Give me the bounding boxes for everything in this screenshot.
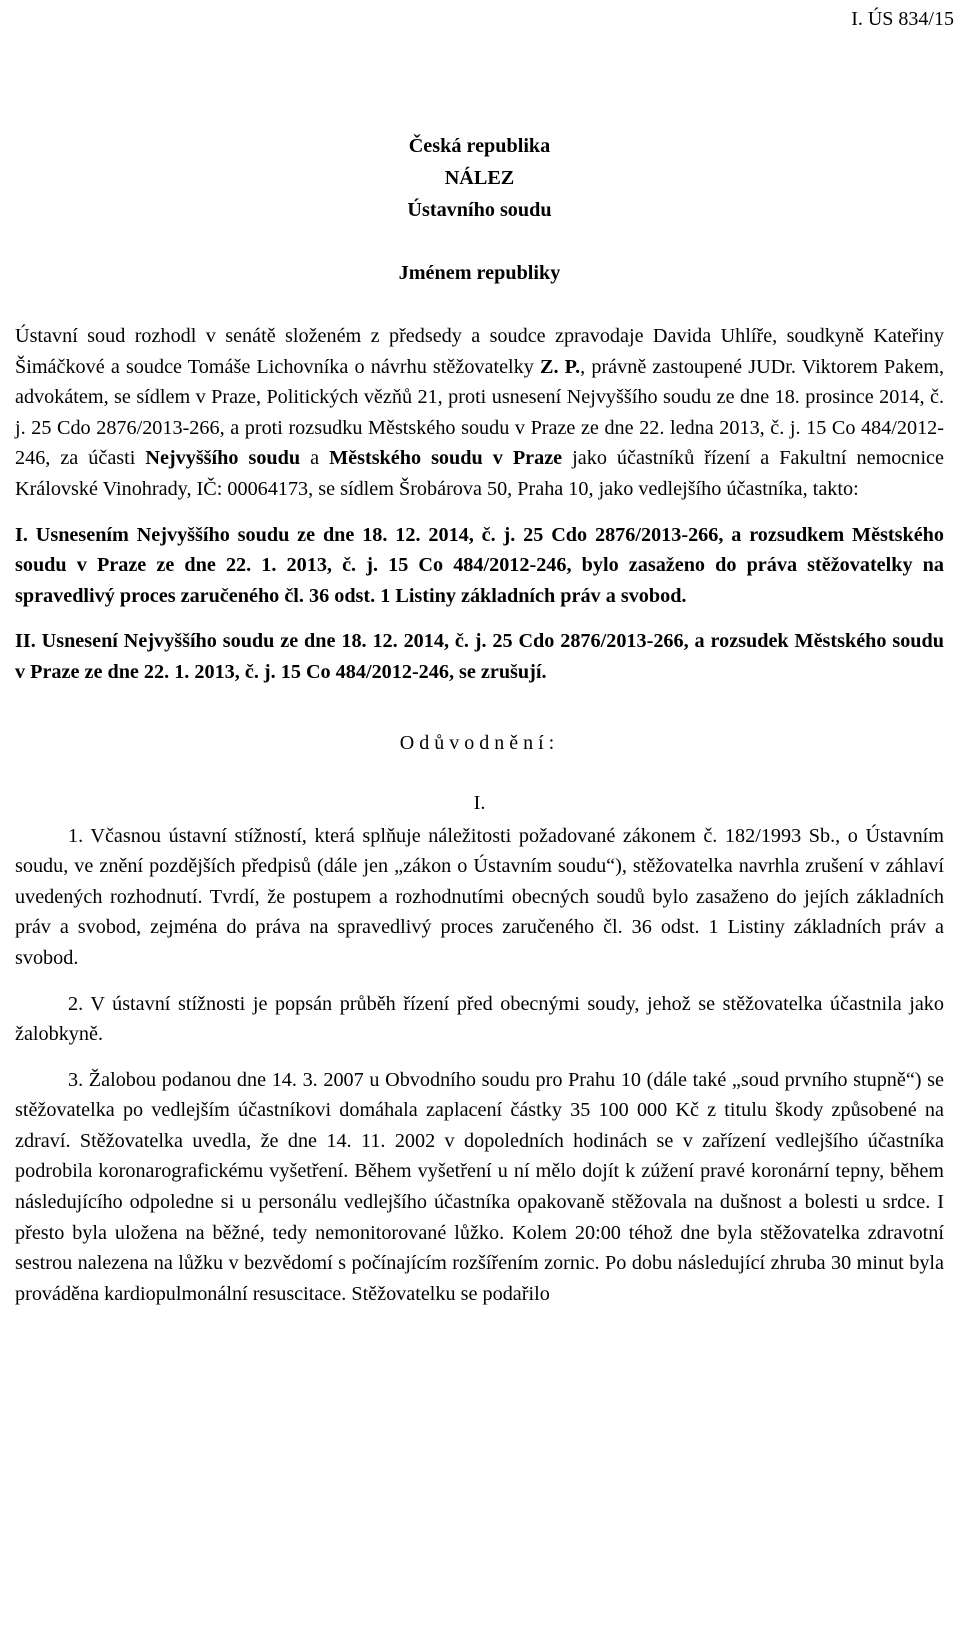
reasoning-paragraph-3: 3. Žalobou podanou dne 14. 3. 2007 u Obvodního soudu pro Prahu 10 (dále také „soud prvního stupně“) se stěžovatelka po vedlejším účastníkovi domáhala zaplacení částky 35 100 000 Kč z titulu škody způsobené na zdraví. Stěžovatelka uvedla, že dne 14. 11. 2002 v dopoledních hodinách se v zařízení vedlejšího účastníka podrobila koronarografickému vyšetření. Během vyšetření u ní mělo dojít k zúžení pravé koronární tepny, během následujícího odpoledne si u personálu vedlejšího účastníka opakovaně stěžovala na dušnost a bolesti u srdce. I přesto byla uložena na běžné, tedy nemonitorované lůžko. Kolem 20:00 téhož dne byla stěžovatelka zdravotní sestrou nalezena na lůžku v bezvědomí s počínajícím rozšířením zornic. Po dobu následující zhruba 30 minut byla prováděna kardiopulmonální resuscitace. Stěžovatelku se podařilo (15, 1068, 944, 1305)
document-page (15, 130, 944, 1309)
reasoning-paragraph-1: 1. Včasnou ústavní stížností, která splňuje náležitosti požadované zákonem č. 182/1993 Sb., o Ústavním soudu, ve znění pozdějších předpisů (dále jen „zákon o Ústavním soudu“), stěžovatelka navrhla zrušení v záhlaví uvedených rozhodnutí. Tvrdí, že postupem a rozhodnutími obecných soudů bylo zasaženo do jejích základních práv a svobod, zejména do práva na spravedlivý proces zaručeného čl. 36 odst. 1 Listiny základních práv a svobod. (15, 824, 944, 969)
intro-text-1: Ústavní soud rozhodl v senátě složeném z předsedy a soudce zpravodaje Davida Uhlíře, soudkyně Kateřiny Šimáčkové a soudce Tomáše Lichovníka o návrhu stěžovatelky (15, 325, 944, 378)
supreme-court-party: Nejvyššího soudu (145, 447, 301, 470)
heading-judgment: NÁLEZ (444, 167, 515, 189)
heading-court: Ústavního soudu (407, 199, 552, 221)
case-number: I. ÚS 834/15 (851, 8, 954, 30)
intro-text-3: a (300, 447, 330, 470)
intro-text-2: , právně zastoupené JUDr. Viktorem Pakem, advokátem, se sídlem v Praze, Politických vězňů 21, proti usnesení Nejvyššího soudu ze dne 18. prosince 2014, č. j. 25 Cdo 2876/2013-266, a proti rozsudku Městského soudu v Praze ze dne 22. ledna 2013, č. j. 15 Co 484/2012-246, za účasti (15, 355, 944, 470)
in-name-of-republic: Jménem republiky (398, 262, 561, 284)
reasoning-title: Odůvodnění: (399, 731, 560, 754)
municipal-court-party: Městského soudu v Praze (329, 447, 563, 470)
intro-text-4: jako účastníků řízení a Fakultní nemocnice Královské Vinohrady, IČ: 00064173, se sídlem Šrobárova 50, Praha 10, jako vedlejšího účastníka, takto: (15, 447, 944, 500)
complainant-initials: Z. P. (539, 355, 581, 378)
verdict-point-1: I. Usnesením Nejvyššího soudu ze dne 18. 12. 2014, č. j. 25 Cdo 2876/2013-266, a rozsudkem Městského soudu v Praze ze dne 22. 1. 2013, č. j. 15 Co 484/2012-246, bylo zasaženo do práva stěžovatelky na spravedlivý proces zaručeného čl. 36 odst. 1 Listiny základních práv a svobod. (15, 523, 944, 607)
intro-paragraph (15, 321, 944, 505)
verdict-point-2: II. Usnesení Nejvyššího soudu ze dne 18. 12. 2014, č. j. 25 Cdo 2876/2013-266, a rozsudek Městského soudu v Praze ze dne 22. 1. 2013, č. j. 15 Co 484/2012-246, se zrušují. (15, 630, 944, 683)
section-number: I. (473, 791, 486, 814)
reasoning-paragraph-2: 2. V ústavní stížnosti je popsán průběh řízení před obecnými soudy, jehož se stěžovatelka účastnila jako žalobkyně. (15, 992, 944, 1046)
document-heading (15, 130, 944, 226)
heading-country: Česká republika (408, 135, 551, 157)
